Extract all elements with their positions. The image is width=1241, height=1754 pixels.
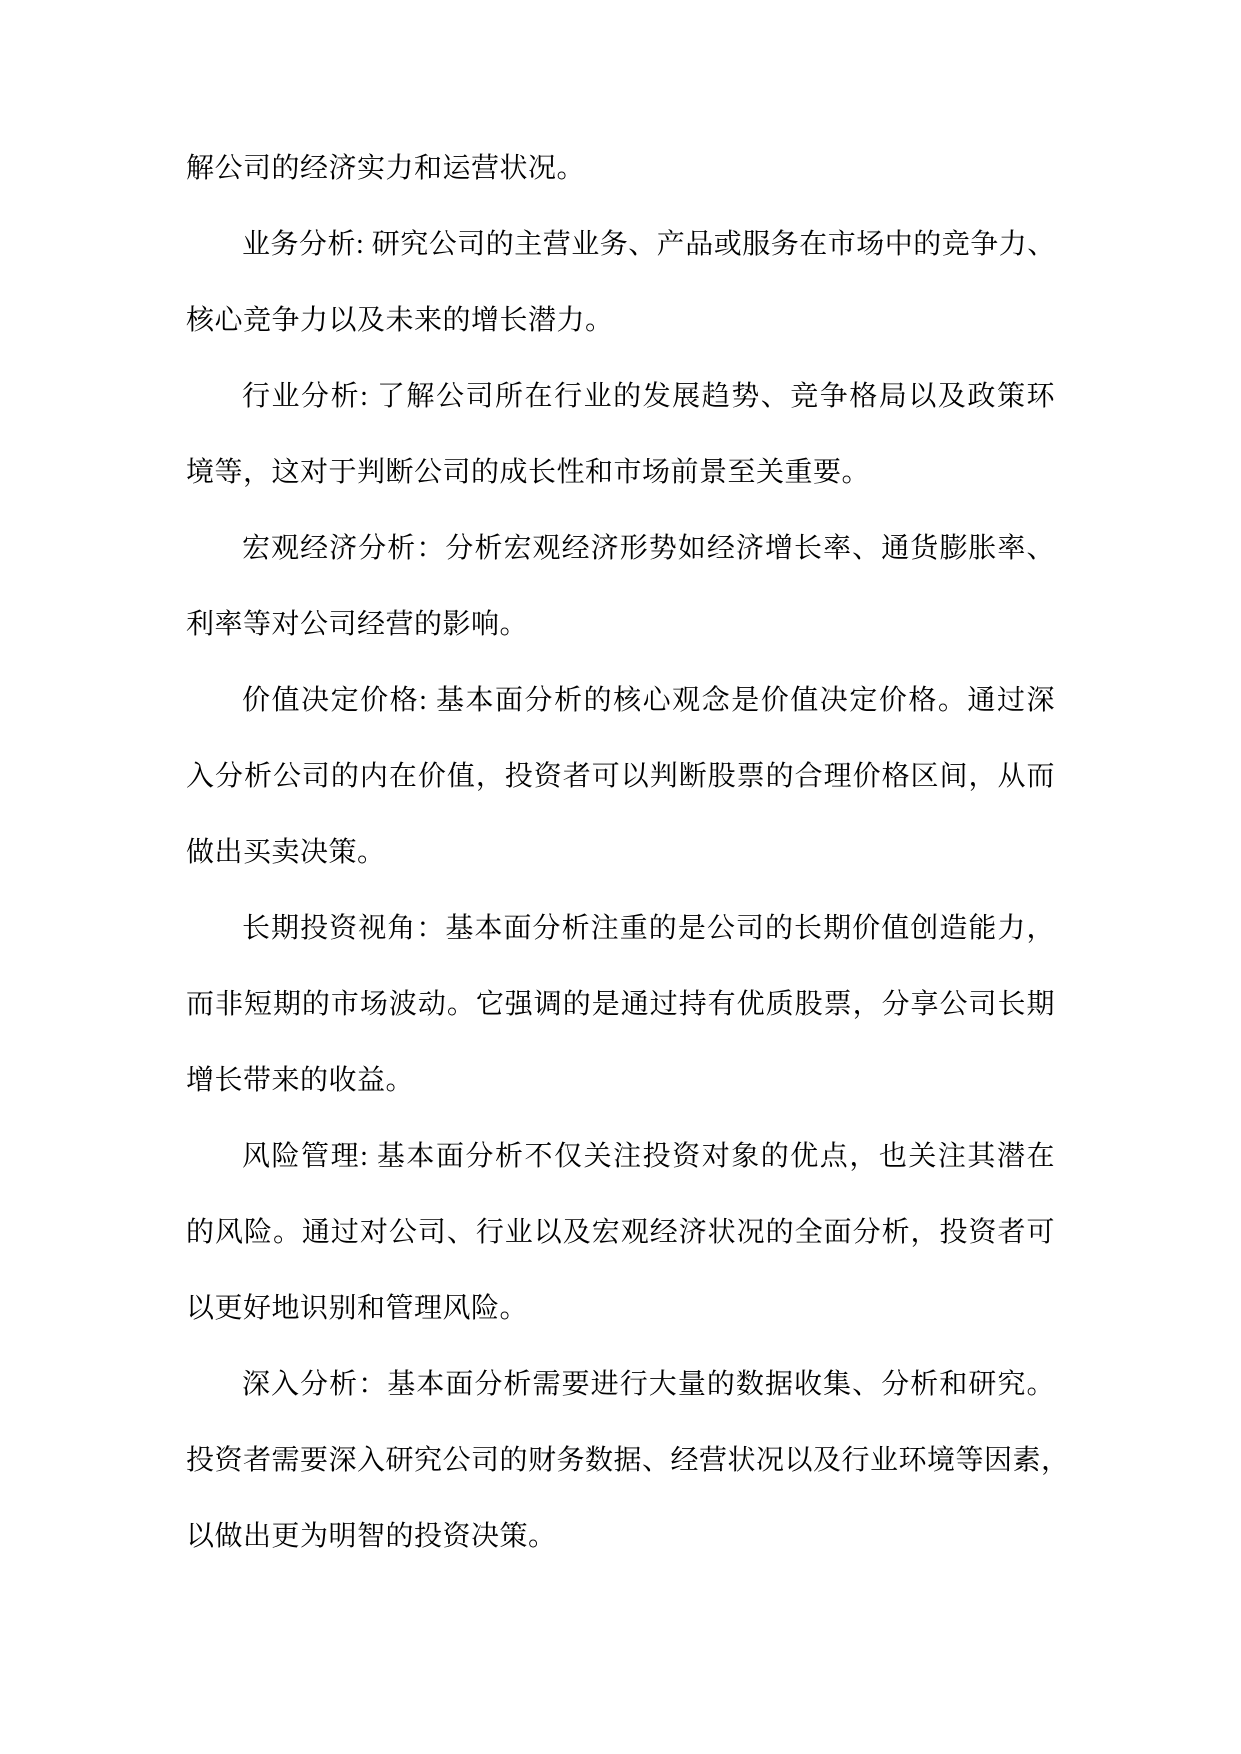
text-paragraph: [186, 663, 1055, 891]
text-paragraph: [186, 131, 1055, 207]
text-line: 境等，这对于判断公司的成长性和市场前景至关重要。: [186, 457, 871, 488]
text-paragraph: [186, 207, 1055, 359]
text-line: 宏观经济分析：分析宏观经济形势如经济增长率、通货膨胀率、: [242, 533, 1055, 564]
text-paragraph: [186, 359, 1055, 511]
text-line: 以做出更为明智的投资决策。: [186, 1521, 557, 1552]
text-line: 长期投资视角：基本面分析注重的是公司的长期价值创造能力，: [242, 913, 1055, 944]
text-line: 增长带来的收益。: [186, 1065, 415, 1096]
text-line: 投资者需要深入研究公司的财务数据、经营状况以及行业环境等因素，: [186, 1445, 1070, 1476]
text-line: 利率等对公司经营的影响。: [186, 609, 529, 640]
text-line: 行业分析: 了解公司所在行业的发展趋势、竞争格局以及政策环: [242, 381, 1055, 412]
text-paragraph: [186, 1119, 1055, 1347]
text-line: 以更好地识别和管理风险。: [186, 1293, 529, 1324]
text-line: 的风险。通过对公司、行业以及宏观经济状况的全面分析，投资者可: [186, 1217, 1055, 1248]
text-paragraph: [186, 891, 1055, 1119]
text-line: 核心竞争力以及未来的增长潜力。: [186, 305, 614, 336]
text-line: 业务分析: 研究公司的主营业务、产品或服务在市场中的竞争力、: [242, 229, 1056, 260]
text-line: 解公司的经济实力和运营状况。: [186, 153, 586, 184]
text-line: 而非短期的市场波动。它强调的是通过持有优质股票，分享公司长期: [186, 989, 1055, 1020]
text-line: 入分析公司的内在价值，投资者可以判断股票的合理价格区间，从而: [186, 761, 1055, 792]
text-line: 风险管理: 基本面分析不仅关注投资对象的优点，也关注其潜在: [242, 1141, 1055, 1172]
text-paragraph: [186, 1347, 1070, 1575]
text-line: 做出买卖决策。: [186, 837, 386, 868]
text-line: 价值决定价格: 基本面分析的核心观念是价值决定价格。通过深: [242, 685, 1055, 716]
text-paragraph: [186, 511, 1055, 663]
text-line: 深入分析：基本面分析需要进行大量的数据收集、分析和研究。: [242, 1369, 1055, 1400]
